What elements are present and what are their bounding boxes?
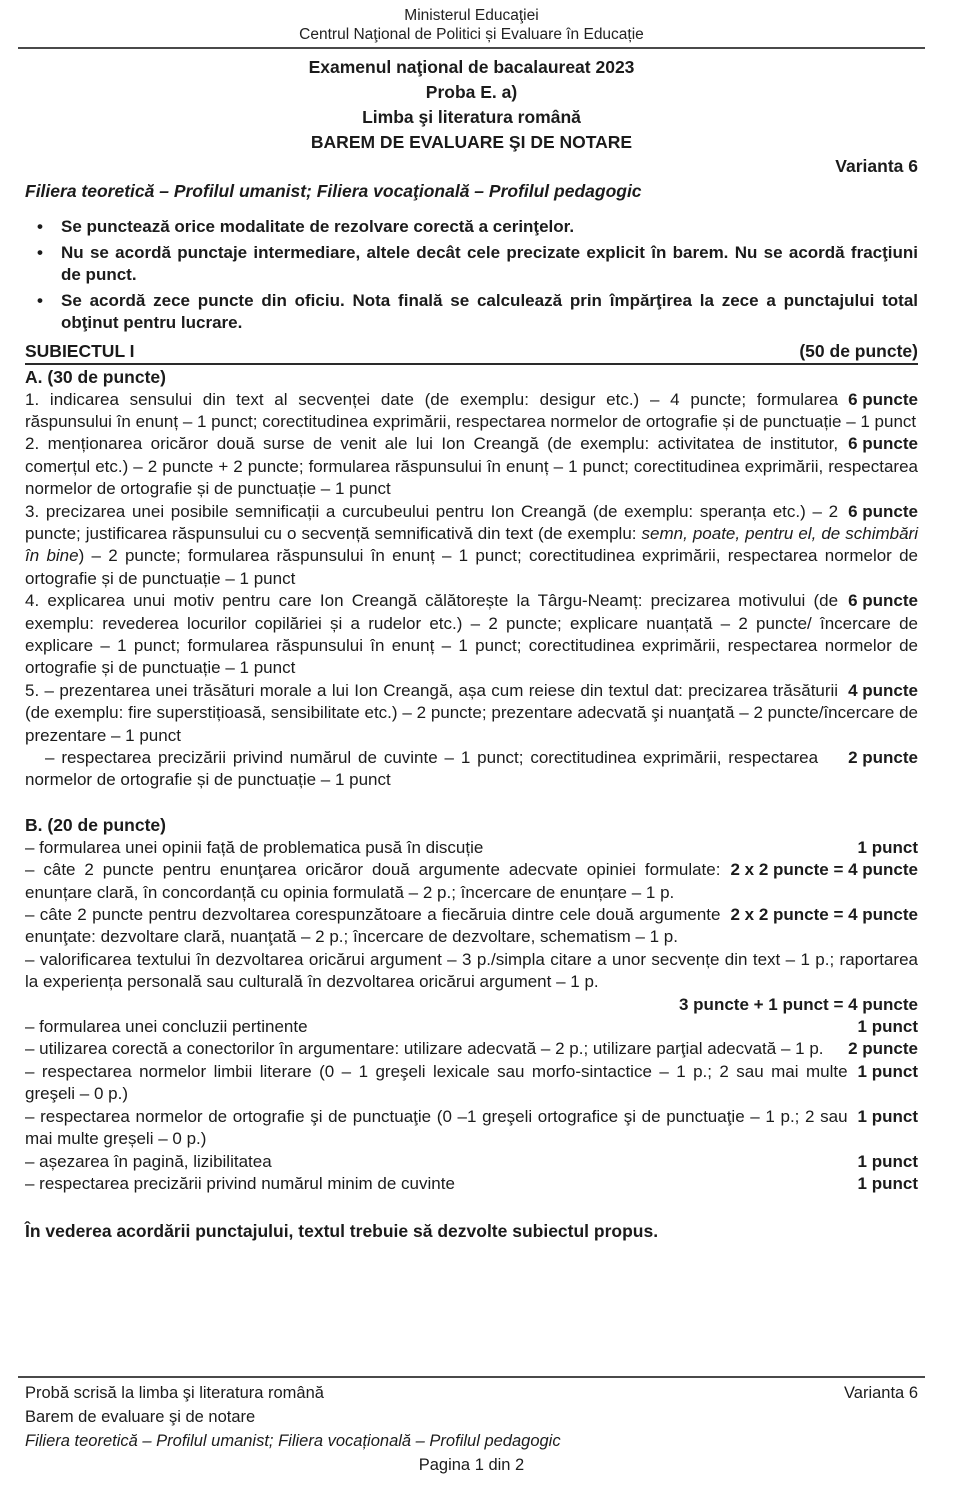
item-points: 2 puncte bbox=[848, 748, 918, 767]
item-text: – valorificarea textului în dezvoltarea oricărui argument – 3 p./simpla citare a unor secvențe din text – 1 p.; raportarea la experiența personală sau culturală în dezvoltarea oricărui argument – 1 p. bbox=[25, 949, 918, 992]
footer-page-number: Pagina 1 din 2 bbox=[418, 1456, 525, 1474]
footer-filiera: Filiera teoretică – Profilul umanist; Filiera vocațională – Profilul pedagogic bbox=[25, 1432, 561, 1450]
item-text: – utilizarea corectă a conectorilor în argumentare: utilizare adecvată – 2 p.; utilizare parţial adecvată – 1 p. bbox=[25, 1039, 824, 1059]
item-text: – câte 2 puncte pentru dezvoltarea corespunzătoare a fiecăruia dintre cele două argumente enunţate: dezvoltare clară, nuanţată – 2 p.; încercare de dezvoltare, schematism – 1 p. bbox=[25, 905, 721, 947]
rubric-b-item-1 bbox=[25, 837, 918, 859]
item-text: 1. indicarea sensului din text al secvenței date (de exemplu: desigur etc.) – 4 puncte; formularea răspunsului în enunț – 1 punct; corectitudinea exprimării, respectarea normelor de ortografie și de punctuație – 1 punct bbox=[25, 389, 917, 431]
national-center-name: Centrul Naţional de Politici și Evaluare în Educație bbox=[299, 26, 644, 43]
item-text: – respectarea normelor limbii literare (0 – 1 greşeli lexicale sau morfo-sintactice – 1 p.; 2 sau mai multe greşeli – 0 p.) bbox=[25, 1061, 848, 1104]
footer-variant: Varianta 6 bbox=[844, 1384, 918, 1402]
variant-label: Varianta 6 bbox=[835, 156, 918, 176]
rubric-item-2 bbox=[25, 433, 918, 500]
item-points: 1 punct bbox=[857, 1173, 918, 1193]
item-points-line: 3 puncte + 1 punct = 4 puncte bbox=[679, 994, 918, 1014]
barem-title: BAREM DE EVALUARE ŞI DE NOTARE bbox=[310, 132, 633, 152]
rubric-item-5b bbox=[25, 747, 918, 792]
item-text: – așezarea în pagină, lizibilitatea bbox=[25, 1151, 272, 1171]
item-text: – formularea unei opinii față de problematica pusă în discuție bbox=[25, 837, 484, 857]
item-text: 4. explicarea unui motiv pentru care Ion Creangă călătorește la Târgu-Neamț: precizarea motivului (de exemplu: revederea locurilor copilăriei și a rudelor etc.) – 2 puncte; explicare nuanțată – 2 puncte/ încercare de explicare – 1 punct; formularea răspunsului în enunț – 1 punct; corectitudinea exprimării, respectarea normelor de ortografie și de punctuație – 1 punct bbox=[25, 591, 918, 678]
exam-discipline: Limba şi literatura română bbox=[362, 107, 581, 127]
general-rules-list bbox=[25, 216, 918, 335]
rubric-item-3 bbox=[25, 501, 918, 591]
item-points: 2 puncte bbox=[848, 1039, 918, 1059]
item-points: 6 puncte bbox=[848, 389, 918, 409]
item-points: 6 puncte bbox=[848, 591, 918, 611]
ministry-name: Ministerul Educaţiei bbox=[404, 7, 539, 24]
item-text: – câte 2 puncte pentru enunţarea oricăror două argumente adecvate opiniei formulate: enunțare clară, în concordanță cu opinia formulată – 2 p.; încercare de enunțare – 1 p. bbox=[25, 860, 721, 902]
rubric-b-item-10 bbox=[25, 1173, 918, 1195]
rubric-b-item-8 bbox=[25, 1106, 918, 1151]
filiera-line: Filiera teoretică – Profilul umanist; Filiera vocaţională – Profilul pedagogic bbox=[25, 181, 642, 201]
header-divider bbox=[18, 47, 925, 49]
item-points: 1 punct bbox=[857, 1017, 918, 1037]
footer-divider bbox=[18, 1376, 925, 1378]
rubric-item-1 bbox=[25, 389, 918, 434]
item-text: 5. – prezentarea unei trăsături morale a lui Ion Creangă, așa cum reiese din textul dat: precizarea trăsăturii (de exemplu: fire superstițioasă, sensibilitate etc.) – 2 puncte; prezentare adecvată şi nuanţată – 2 puncte/încercare de prezentare – 1 punct bbox=[25, 680, 918, 745]
section-b-title: B. (20 de puncte) bbox=[25, 814, 166, 835]
footer-proba: Probă scrisă la limba şi literatura română bbox=[25, 1384, 324, 1402]
rubric-b-item-6 bbox=[25, 1038, 918, 1060]
item-points: 2 x 2 puncte = 4 puncte bbox=[730, 905, 918, 925]
item-text: ) – 2 puncte; formularea răspunsului în enunț – 1 punct; corectitudinea exprimării, respectarea normelor de ortografie și de punctuație – 1 punct bbox=[25, 546, 919, 588]
rubric-b-item-9 bbox=[25, 1151, 918, 1173]
general-rule: • Nu se acordă punctaje intermediare, altele decât cele precizate explicit în barem. Nu se acordă fracţiuni de punct. bbox=[25, 242, 918, 287]
exam-title: Examenul naţional de bacalaureat 2023 bbox=[308, 57, 635, 77]
item-text: 2. menționarea oricăror două surse de venit ale lui Ion Creangă (de exemplu: activitatea de institutor, comerțul etc.) – 2 puncte + 2 puncte; formularea răspunsului în enunț – 1 punct; corectitudinea exprimării, respectarea normelor de ortografie și de punctuație – 1 punct bbox=[25, 434, 918, 499]
subject1-points: (50 de puncte) bbox=[799, 340, 918, 361]
item-points: 6 puncte bbox=[848, 434, 918, 454]
general-rule: • Se acordă zece puncte din oficiu. Nota finală se calculează prin împărţirea la zece a punctajului total obţinut pentru lucrare. bbox=[25, 290, 918, 335]
footer-barem: Barem de evaluare şi de notare bbox=[25, 1408, 256, 1426]
item-points: 4 puncte bbox=[848, 680, 918, 700]
item-points: 1 punct bbox=[857, 1106, 918, 1126]
item-points: 6 puncte bbox=[848, 501, 918, 521]
rubric-b-item-7 bbox=[25, 1061, 918, 1106]
item-points: 1 punct bbox=[857, 1151, 918, 1171]
item-text: – respectarea precizării privind numărul de cuvinte – 1 punct; corectitudinea exprimării, respectarea normelor de ortografie și de punctuație – 1 punct bbox=[25, 748, 819, 790]
item-points: 2 x 2 puncte = 4 puncte bbox=[730, 860, 918, 880]
rubric-b-item-2 bbox=[25, 859, 918, 904]
rubric-b-item-4 bbox=[25, 949, 918, 994]
section-a-title: A. (30 de puncte) bbox=[25, 366, 166, 387]
item-text: 3. precizarea unei posibile semnificații a curcubeului pentru Ion Creangă (de exemplu: speranța etc.) – 2 puncte; justificarea răspunsului cu o secvență semnificativă din text (de exemplu: bbox=[25, 501, 839, 543]
page-footer bbox=[25, 1376, 918, 1477]
subject1-title: SUBIECTUL I bbox=[25, 340, 135, 361]
item-points: 1 punct bbox=[857, 1061, 918, 1081]
rubric-item-4 bbox=[25, 590, 918, 680]
item-text: – respectarea normelor de ortografie şi de punctuaţie (0 –1 greşeli ortografice şi de punctuaţie – 1 p.; 2 sau mai multe greșeli – 0 p.) bbox=[25, 1106, 848, 1149]
exam-proba: Proba E. a) bbox=[425, 82, 518, 102]
footer-row bbox=[25, 1381, 918, 1405]
rubric-b-item-5 bbox=[25, 1016, 918, 1038]
item-text: – formularea unei concluzii pertinente bbox=[25, 1017, 308, 1037]
general-rule: • Se punctează orice modalitate de rezolvare corectă a cerinţelor. bbox=[25, 216, 918, 239]
subject1-header bbox=[25, 340, 918, 365]
final-note: În vederea acordării punctajului, textul trebuie să dezvolte subiectul propus. bbox=[25, 1221, 659, 1242]
item-text: – respectarea precizării privind numărul minim de cuvinte bbox=[25, 1173, 455, 1193]
rubric-b-item-3 bbox=[25, 904, 918, 949]
item-points: 1 punct bbox=[857, 837, 918, 857]
item-text-example-italic: semn, poate, pentru el, de schimbări în bine bbox=[25, 523, 918, 566]
rubric-item-5 bbox=[25, 680, 918, 747]
